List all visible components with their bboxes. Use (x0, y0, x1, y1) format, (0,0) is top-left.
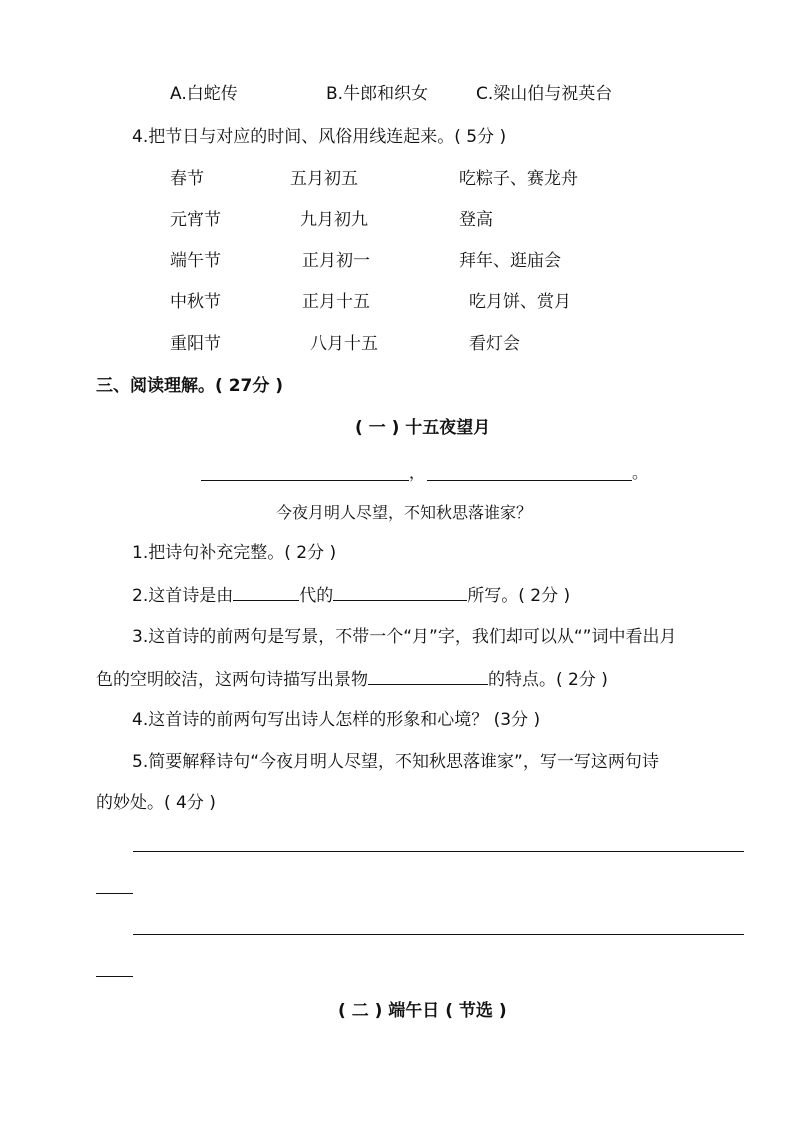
poem-blank-end: 。 (632, 463, 649, 482)
answer-blank (368, 668, 488, 685)
reading-q2-part1: 2.这首诗是由 (132, 586, 234, 606)
answer-line (133, 851, 744, 852)
date-item: 八月十五 (310, 334, 378, 354)
option-b: B.牛郎和织女 (326, 84, 429, 104)
poem-blank-line (201, 480, 409, 481)
custom-item: 拜年、逛庙会 (459, 251, 561, 271)
option-c: C.梁山伯与祝英台 (476, 84, 613, 104)
poem-blank-line (427, 480, 632, 481)
date-item: 九月初九 (300, 210, 368, 230)
date-item: 五月初五 (290, 169, 358, 189)
reading-q2-part2: 代的 (299, 586, 334, 606)
reading-q3-line1: 3.这首诗的前两句是写景，不带一个“月”字，我们却可以从“”词中看出月 (132, 627, 677, 647)
reading-q2-part3: 所写。( 2分 ) (467, 586, 571, 606)
festival-item: 端午节 (170, 251, 221, 271)
reading-2-title: ( 二 ) 端午日 ( 节选 ) (338, 1001, 507, 1021)
reading-q3-part2: 的特点。( 2分 ) (488, 670, 608, 690)
answer-line (133, 934, 744, 935)
reading-q3-part1: 色的空明皎洁，这两句诗描写出景物 (96, 670, 368, 690)
reading-q5-line2: 的妙处。( 4分 ) (96, 793, 216, 813)
question-4-title: 4.把节日与对应的时间、风俗用线连起来。( 5分 ) (132, 127, 507, 147)
festival-item: 春节 (170, 169, 204, 189)
festival-item: 中秋节 (170, 292, 221, 312)
answer-blank (233, 584, 299, 601)
festival-item: 元宵节 (170, 210, 221, 230)
festival-item: 重阳节 (170, 334, 221, 354)
custom-item: 吃月饼、赏月 (469, 292, 571, 312)
answer-line-end (96, 976, 133, 977)
custom-item: 看灯会 (469, 334, 520, 354)
date-item: 正月初一 (302, 251, 370, 271)
reading-q3-line2 (96, 668, 608, 691)
reading-q5-line1: 5.简要解释诗句“今夜月明人尽望，不知秋思落谁家”，写一写这两句诗 (132, 752, 659, 772)
answer-line-end (96, 893, 133, 894)
reading-q2 (132, 584, 570, 607)
date-item: 正月十五 (302, 292, 370, 312)
poem-line: 今夜月明人尽望，不知秋思落谁家？ (276, 503, 533, 522)
poem-blank-separator: ， (409, 463, 426, 482)
custom-item: 登高 (459, 210, 493, 230)
custom-item: 吃粽子、赛龙舟 (459, 169, 578, 189)
answer-blank (333, 584, 467, 601)
reading-q1: 1.把诗句补充完整。( 2分 ) (132, 543, 337, 563)
section-heading: 三、阅读理解。( 27分 ) (96, 376, 284, 396)
option-a: A.白蛇传 (170, 84, 238, 104)
reading-1-title: ( 一 ) 十五夜望月 (355, 418, 491, 438)
reading-q4: 4.这首诗的前两句写出诗人怎样的形象和心境？ (3分 ) (132, 710, 541, 730)
